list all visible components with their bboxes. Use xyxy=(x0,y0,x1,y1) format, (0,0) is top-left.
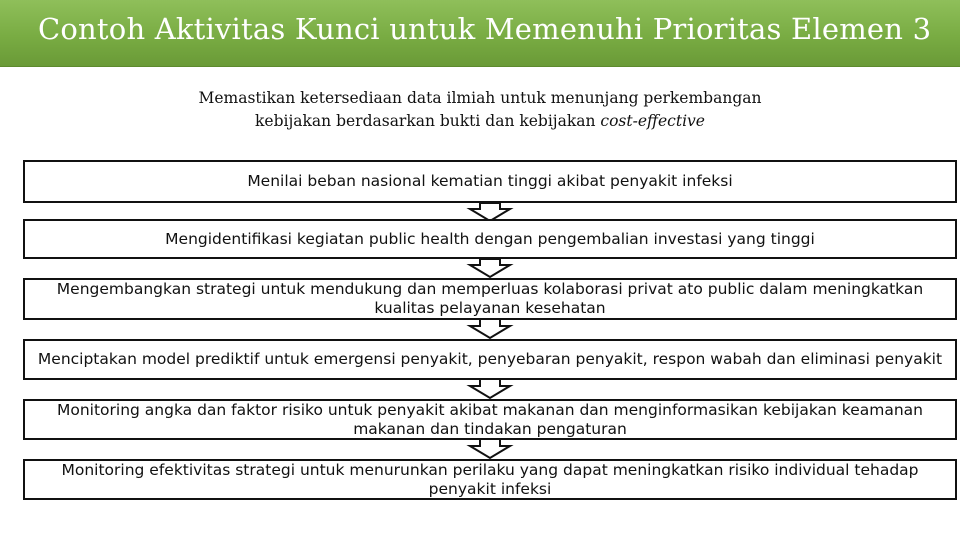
step-box-5 xyxy=(23,399,957,440)
step-1-text: Menilai beban nasional kematian tinggi akibat penyakit infeksi xyxy=(247,172,733,190)
step-5-text: Monitoring angka dan faktor risiko untuk penyakit akibat makanan dan menginformasikan kebijakan keamanan makanan dan tindakan pengaturan xyxy=(56,400,924,438)
down-arrow-icon xyxy=(470,439,510,458)
step-box-4 xyxy=(23,339,957,380)
intro-line-1: Memastikan ketersediaan data ilmiah untuk menunjang perkembangan xyxy=(198,89,762,107)
down-arrow-icon xyxy=(470,259,510,277)
step-box-6 xyxy=(23,459,957,500)
intro-line-2-text: kebijakan berdasarkan bukti dan kebijakan xyxy=(255,112,601,130)
intro-line-2-italic: cost-effective xyxy=(600,112,705,130)
step-3-text: Mengembangkan strategi untuk mendukung dan memperluas kolaborasi privat ato public dalam meningkatkan kualitas pelayanan kesehatan xyxy=(56,280,924,317)
step-box-2 xyxy=(23,219,957,259)
slide-title: Contoh Aktivitas Kunci untuk Memenuhi Prioritas Elemen 3 xyxy=(38,12,932,46)
step-box-1 xyxy=(23,160,957,203)
down-arrow-icon xyxy=(470,379,510,398)
step-box-3 xyxy=(23,278,957,320)
step-6-text: Monitoring efektivitas strategi untuk menurunkan perilaku yang dapat meningkatkan risiko individual tehadap penyakit infeksi xyxy=(61,460,919,498)
step-4-text: Menciptakan model prediktif untuk emergensi penyakit, penyebaran penyakit, respon wabah dan eliminasi penyakit xyxy=(37,350,943,368)
down-arrow-icon xyxy=(470,319,510,338)
step-2-text: Mengidentifikasi kegiatan public health dengan pengembalian investasi yang tinggi xyxy=(165,229,815,248)
